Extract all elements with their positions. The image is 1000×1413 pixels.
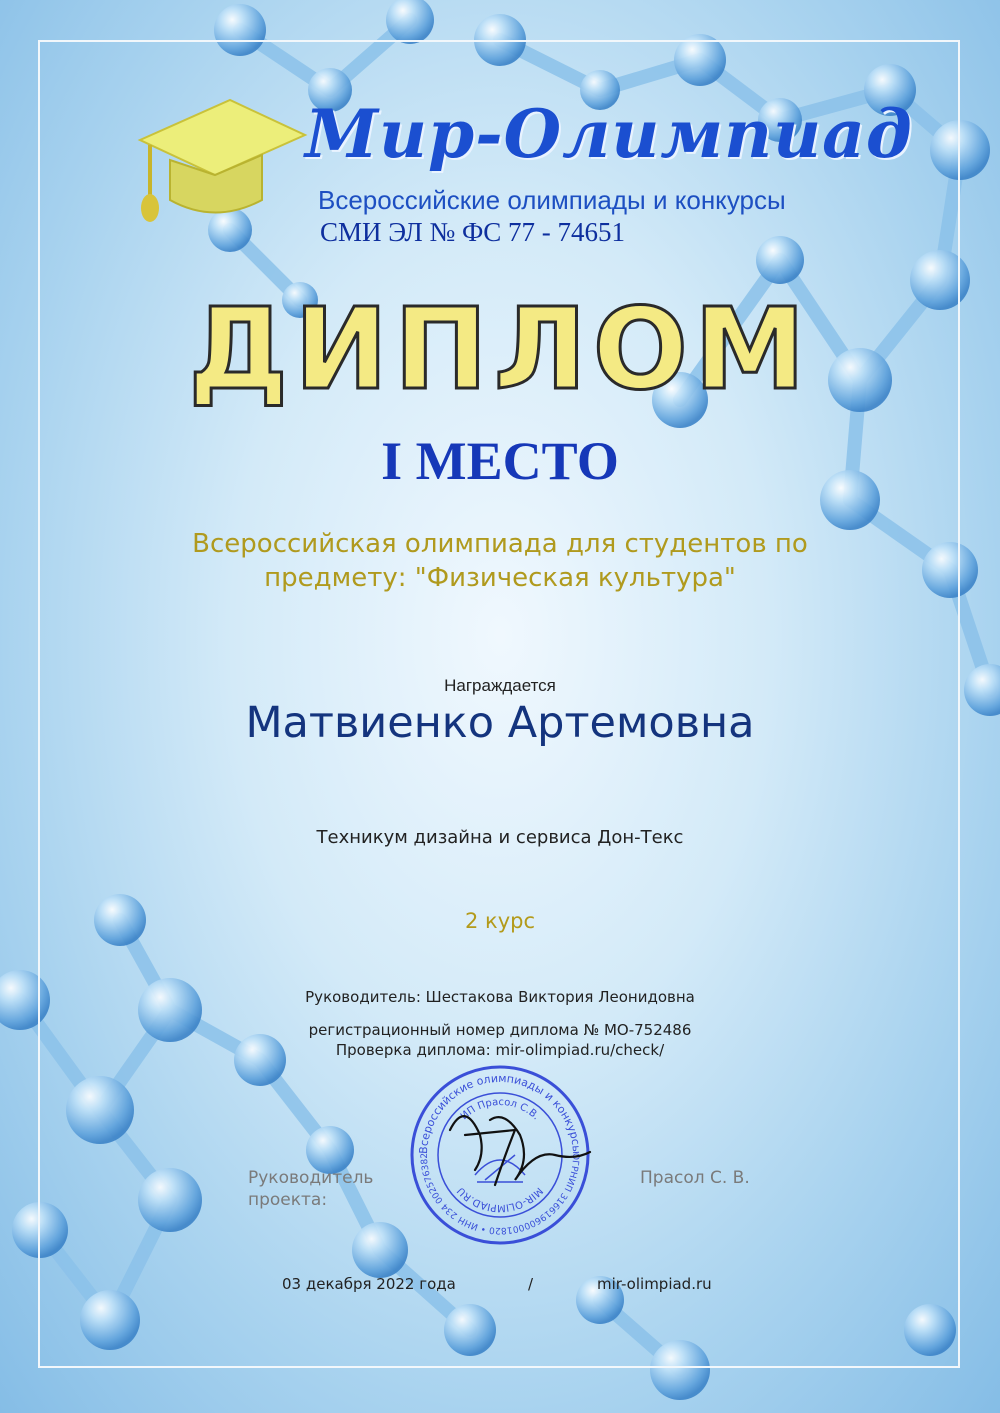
stamp-inner-text: ИП Прасол С.В. [458, 1096, 542, 1123]
supervisor-line: Руководитель: Шестакова Виктория Леонидовна [305, 988, 695, 1006]
check-url: Проверка диплома: mir-olimpiad.ru/check/ [335, 1041, 665, 1059]
diploma-heading: ДИПЛОМ [188, 285, 812, 415]
stamp-outer-text: Всероссийские олимпиады и конкурсы [416, 1071, 584, 1155]
official-stamp [405, 1060, 595, 1250]
brand-title: Мир-Олимпиад [305, 95, 913, 173]
place-title: I МЕСТО [381, 431, 619, 491]
olympiad-title [0, 527, 1000, 595]
institution-name: Техникум дизайна и сервиса Дон-Текс [316, 827, 684, 848]
recipient-name: Матвиенко Артемовна [245, 698, 755, 748]
olympiad-title-line2: предмету: "Физическая культура" [264, 563, 736, 593]
brand-subtitle: Всероссийские олимпиады и конкурсы [318, 185, 786, 215]
awarded-label: Награждается [444, 676, 556, 695]
footer-site: mir-olimpiad.ru [597, 1275, 712, 1293]
stamp-ids-text: ОГРНИП 316619600001820 • ИНН 234 002576382 [419, 1152, 581, 1236]
project-lead-label-2: проекта: [248, 1190, 328, 1210]
signer-name: Прасол С. В. [640, 1168, 750, 1188]
footer-separator: / [528, 1275, 534, 1293]
course-label: 2 курс [464, 909, 536, 933]
stamp-bottom-text: MIR-OLIMPIAD.RU [455, 1184, 545, 1214]
issue-date: 03 декабря 2022 года [282, 1275, 456, 1293]
registration-number: регистрационный номер диплома № МО-752486 [308, 1021, 692, 1039]
media-registration: СМИ ЭЛ № ФС 77 - 74651 [320, 217, 626, 247]
svg-text:Всероссийские олимпиады и конк [417, 1072, 583, 1154]
olympiad-title-line1: Всероссийская олимпиада для студентов по [192, 529, 808, 559]
project-lead-label-1: Руководитель [248, 1168, 374, 1188]
